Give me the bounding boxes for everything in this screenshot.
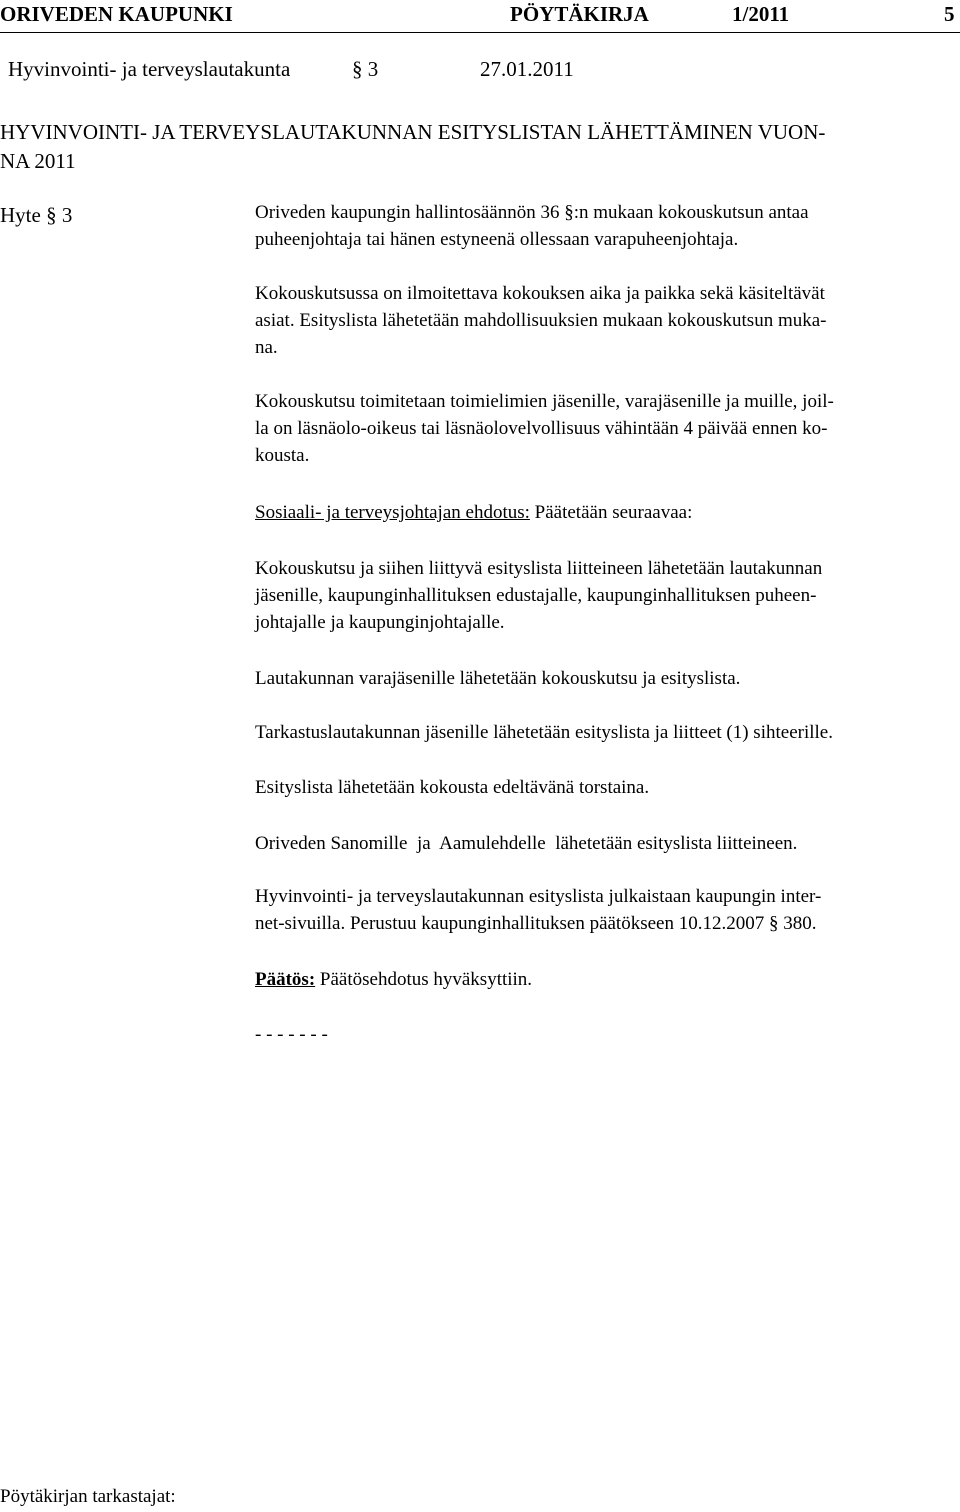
page-title-line-1: HYVINVOINTI- JA TERVEYSLAUTAKUNNAN ESITYSLISTAN LÄHETTÄMINEN VUON- (0, 120, 826, 144)
paragraph-9 (255, 883, 821, 937)
proposal-text: Päätetään seuraavaa: (529, 502, 693, 523)
decision-text: Päätösehdotus hyväksyttiin. (315, 969, 533, 990)
separator: - - - - - - - (255, 1024, 328, 1045)
text-line: net-sivuilla. Perustuu kaupunginhallituksen päätökseen 10.12.2007 § 380. (255, 913, 817, 934)
header-section: § 3 (352, 57, 379, 81)
text-line: johtajalle ja kaupunginjohtajalle. (255, 612, 505, 633)
paragraph-6: Tarkastuslautakunnan jäsenille lähetetään esityslista ja liitteet (1) sihteerille. (255, 722, 833, 743)
text-line: la on läsnäolo-oikeus tai läsnäolovelvollisuus vähintään 4 päivää ennen ko- (255, 418, 828, 439)
paragraph-4 (255, 555, 822, 636)
text-line: Kokouskutsussa on ilmoitettava kokouksen aika ja paikka sekä käsiteltävät (255, 283, 825, 304)
paragraph-5: Lautakunnan varajäsenille lähetetään kokouskutsu ja esityslista. (255, 668, 741, 689)
paragraph-1 (255, 199, 809, 253)
text-line: asiat. Esityslista lähetetään mahdollisuuksien mukaan kokouskutsun muka- (255, 310, 827, 331)
paragraph-2 (255, 280, 826, 361)
decision-label: Päätös: (255, 969, 316, 990)
text-line: Kokouskutsu ja siihen liittyvä esityslista liitteineen lähetetään lautakunnan (255, 558, 823, 579)
page-title-line-2: NA 2011 (0, 149, 76, 173)
header-board: Hyvinvointi- ja terveyslautakunta (8, 57, 291, 81)
header-page-number: 5 (944, 2, 955, 26)
text-line: puheenjohtaja tai hänen estyneenä ollessaan varapuheenjohtaja. (255, 229, 739, 250)
paragraph-8: Oriveden Sanomille ja Aamulehdelle lähetetään esityslista liitteineen. (255, 833, 798, 854)
paragraph-3 (255, 388, 834, 469)
text-line: na. (255, 337, 278, 358)
header-date: 27.01.2011 (480, 57, 574, 81)
header-org: ORIVEDEN KAUPUNKI (0, 2, 233, 26)
text-line: Hyvinvointi- ja terveyslautakunnan esityslista julkaistaan kaupungin inter- (255, 886, 822, 907)
text-line: jäsenille, kaupunginhallituksen edustajalle, kaupunginhallituksen puheen- (255, 585, 817, 606)
paragraph-7: Esityslista lähetetään kokousta edeltävänä torstaina. (255, 777, 650, 798)
item-reference: Hyte § 3 (0, 203, 73, 227)
header-doc-type: PÖYTÄKIRJA (510, 2, 649, 26)
footer-checkers-label: Pöytäkirjan tarkastajat: (0, 1486, 176, 1507)
text-line: Kokouskutsu toimitetaan toimielimien jäsenille, varajäsenille ja muille, joil- (255, 391, 834, 412)
text-line: Oriveden kaupungin hallintosäännön 36 §:n mukaan kokouskutsun antaa (255, 202, 809, 223)
proposal-line (255, 499, 692, 526)
header-doc-number: 1/2011 (732, 2, 790, 26)
decision-line (255, 966, 532, 993)
text-line: kousta. (255, 445, 310, 466)
proposal-label: Sosiaali- ja terveysjohtajan ehdotus: (255, 502, 530, 523)
header-rule (0, 32, 960, 33)
